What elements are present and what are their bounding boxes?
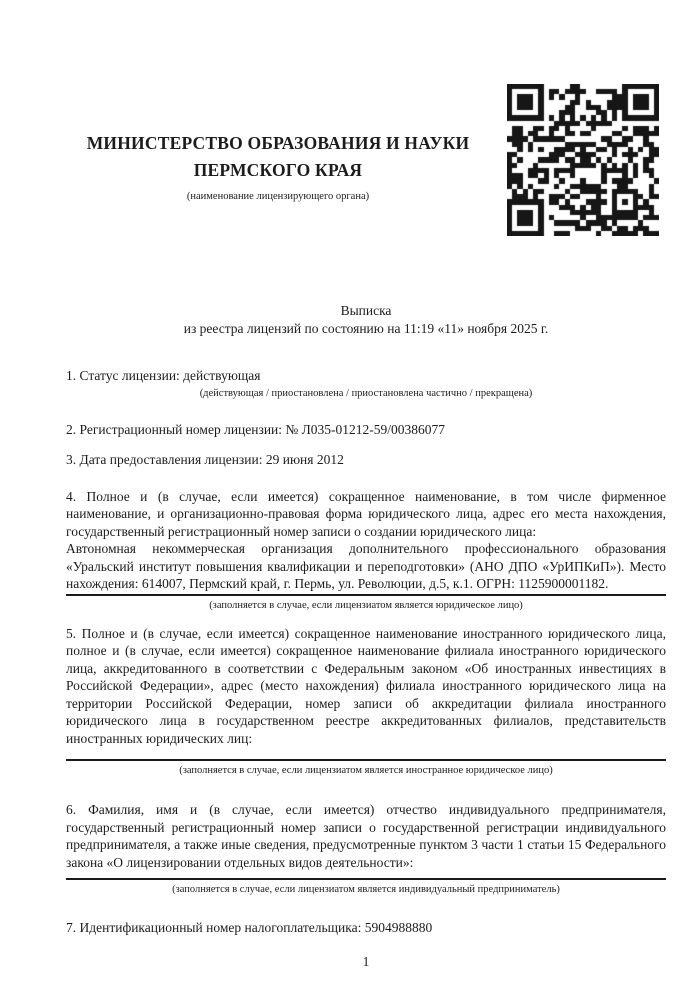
title-line2: из реестра лицензий по состоянию на 11:19 «11» ноября 2025 г. — [183, 321, 549, 336]
foreign-entity-label: 5. Полное и (в случае, если имеется) сокращенное наименование иностранного юридического лица, полное и (в случае, если имеется) сокращенное наименование филиала иностранного юридического лица, аккредитованного в соответствии с Федеральным законом «Об иностранных инвестициях в Российской Федерации», адрес (место нахождения) филиала иностранного юридического лица на территории Российской Федерации, номер записи об аккредитации филиала иностранного юридического лица в государственном реестре аккредитованных филиалов, представительств иностранных юридических лиц: — [66, 625, 666, 746]
document-body — [66, 0, 666, 971]
individual-entrepreneur-section — [66, 801, 666, 897]
legal-entity-caption: (заполняется в случае, если лицензиатом является юридическое лицо) — [209, 599, 523, 611]
document-title — [66, 302, 666, 338]
licensee-legal-entity-section — [66, 488, 666, 613]
ministry-name-line1: МИНИСТЕРСТВО ОБРАЗОВАНИЯ И НАУКИ — [86, 133, 470, 153]
individual-entrepreneur-caption: (заполняется в случае, если лицензиатом является индивидуальный предприниматель) — [172, 884, 560, 895]
license-status-options-caption: (действующая / приостановлена / приостановлена частично / прекращена) — [199, 387, 533, 399]
taxpayer-id: 7. Идентификационный номер налогоплательщика: 5904988880 — [66, 920, 433, 935]
license-status: 1. Статус лицензии: действующая — [66, 368, 261, 383]
individual-entrepreneur-label: 6. Фамилия, имя и (в случае, если имеется) отчество индивидуального предпринимателя, государственный регистрационный номер записи о государственной регистрации индивидуального предпринимателя, а также иные сведения, предусмотренные пунктом 3 части 1 статьи 15 Федерального закона «О лицензировании отдельных видов деятельности»: — [66, 802, 666, 870]
authority-caption: (наименование лицензирующего органа) — [186, 191, 370, 202]
fill-in-line — [66, 759, 666, 761]
license-grant-date: 3. Дата предоставления лицензии: 29 июня 2012 — [66, 452, 344, 467]
title-line1: Выписка — [340, 303, 392, 318]
foreign-entity-caption: (заполняется в случае, если лицензиатом является иностранное юридическое лицо) — [179, 765, 553, 776]
fill-in-line — [66, 878, 666, 880]
page-number: 1 — [362, 953, 370, 969]
foreign-entity-section — [66, 625, 666, 779]
legal-entity-value: Автономная некоммерческая организация дополнительного профессионального образования «Уральский институт повышения квалификации и переподготовки» (АНО ДПО «УрИПКиП»). Место нахождения: 614007, Пермский край, г. Пермь, ул. Революции, д.5, к.1. ОГРН: 1125900001182. — [66, 541, 666, 591]
legal-entity-label: 4. Полное и (в случае, если имеется) сокращенное наименование, в том числе фирменное наименование, и организационно-правовая форма юридического лица, адрес его места нахождения, государственный регистрационный номер записи о создании юридического лица: — [66, 488, 666, 539]
license-registration-number: 2. Регистрационный номер лицензии: № Л035-01212-59/00386077 — [66, 421, 446, 437]
fill-in-line — [66, 594, 666, 596]
ministry-name-line2: ПЕРМСКОГО КРАЯ — [193, 160, 363, 180]
